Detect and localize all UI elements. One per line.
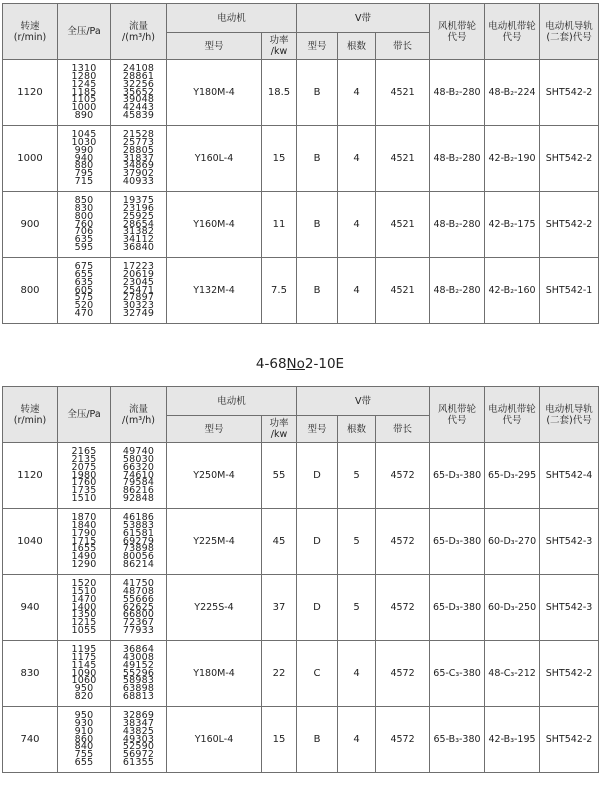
power-cell: 22 <box>262 641 297 707</box>
flow-cell: 36864 43008 49152 55296 58983 63898 68813 <box>111 641 167 707</box>
motor-model-cell: Y225S-4 <box>167 575 262 641</box>
flow-cell: 21528 25773 28805 31837 34869 37902 40933 <box>111 126 167 192</box>
belt-model-cell: B <box>297 707 338 773</box>
motor-model-cell: Y250M-4 <box>167 443 262 509</box>
pressure-cell: 950 930 910 860 840 755 655 <box>58 707 111 773</box>
motor-rail-cell: SHT542-3 <box>540 575 599 641</box>
header-vbelt: V带 <box>297 4 430 33</box>
motor-model-cell: Y160L-4 <box>167 707 262 773</box>
motor-rail-cell: SHT542-2 <box>540 641 599 707</box>
header-motor-rail: 电动机导轨 (二套)代号 <box>540 387 599 443</box>
belt-model-cell: B <box>297 60 338 126</box>
belt-model-cell: C <box>297 641 338 707</box>
table-row <box>3 192 599 258</box>
motor-rail-cell: SHT542-1 <box>540 258 599 324</box>
table-row <box>3 641 599 707</box>
flow-cell: 24108 28861 32256 35652 39048 42443 45839 <box>111 60 167 126</box>
belt-count-cell: 4 <box>338 126 376 192</box>
motor-rail-cell: SHT542-2 <box>540 60 599 126</box>
table-row <box>3 575 599 641</box>
fan-pulley-cell: 65-D₃-380 <box>430 575 485 641</box>
motor-model-cell: Y132M-4 <box>167 258 262 324</box>
motor-pulley-cell: 42-B₂-160 <box>485 258 540 324</box>
flow-cell: 41750 48708 55666 62625 66800 72367 77933 <box>111 575 167 641</box>
pressure-cell: 850 830 800 760 706 635 595 <box>58 192 111 258</box>
header-belt-count: 根数 <box>338 416 376 443</box>
motor-pulley-cell: 42-B₃-195 <box>485 707 540 773</box>
belt-length-cell: 4521 <box>376 258 430 324</box>
pressure-cell: 1870 1840 1790 1715 1655 1490 1290 <box>58 509 111 575</box>
header-power: 功率 /kw <box>262 33 297 60</box>
power-cell: 15 <box>262 707 297 773</box>
table-1-body <box>3 60 599 324</box>
caption-prefix: 4-68 <box>255 356 287 372</box>
header-motor-model: 型号 <box>167 416 262 443</box>
speed-cell: 1120 <box>3 443 58 509</box>
speed-cell: 900 <box>3 192 58 258</box>
fan-pulley-cell: 48-B₂-280 <box>430 258 485 324</box>
fan-pulley-cell: 65-D₃-380 <box>430 509 485 575</box>
header-speed: 转速 (r/min) <box>3 4 58 60</box>
flow-cell: 46186 53883 61581 69279 73898 80056 86214 <box>111 509 167 575</box>
motor-model-cell: Y225M-4 <box>167 509 262 575</box>
motor-rail-cell: SHT542-4 <box>540 443 599 509</box>
table-row <box>3 126 599 192</box>
fan-spec-table-2 <box>2 386 599 773</box>
header-pressure: 全压/Pa <box>58 4 111 60</box>
motor-pulley-cell: 48-B₂-224 <box>485 60 540 126</box>
fan-pulley-cell: 48-B₂-280 <box>430 126 485 192</box>
motor-model-cell: Y160M-4 <box>167 192 262 258</box>
speed-cell: 800 <box>3 258 58 324</box>
power-cell: 15 <box>262 126 297 192</box>
speed-cell: 740 <box>3 707 58 773</box>
header-motor-pulley: 电动机带轮 代号 <box>485 387 540 443</box>
header-flow: 流量 /(m³/h) <box>111 387 167 443</box>
table-2-body <box>3 443 599 773</box>
header-motor-rail: 电动机导轨 (二套)代号 <box>540 4 599 60</box>
header-belt-length: 带长 <box>376 416 430 443</box>
table-row <box>3 509 599 575</box>
motor-pulley-cell: 60-D₃-270 <box>485 509 540 575</box>
caption-suffix: 2-10E <box>304 356 345 372</box>
motor-pulley-cell: 60-D₃-250 <box>485 575 540 641</box>
motor-rail-cell: SHT542-2 <box>540 126 599 192</box>
fan-pulley-cell: 48-B₂-280 <box>430 192 485 258</box>
belt-model-cell: B <box>297 258 338 324</box>
speed-cell: 1000 <box>3 126 58 192</box>
header-fan-pulley: 风机带轮 代号 <box>430 4 485 60</box>
motor-pulley-cell: 42-B₂-190 <box>485 126 540 192</box>
motor-rail-cell: SHT542-2 <box>540 707 599 773</box>
motor-pulley-cell: 65-D₃-295 <box>485 443 540 509</box>
motor-rail-cell: SHT542-2 <box>540 192 599 258</box>
header-vbelt: V带 <box>297 387 430 416</box>
motor-pulley-cell: 42-B₂-175 <box>485 192 540 258</box>
power-cell: 7.5 <box>262 258 297 324</box>
power-cell: 18.5 <box>262 60 297 126</box>
header-motor-model: 型号 <box>167 33 262 60</box>
table-row <box>3 258 599 324</box>
pressure-cell: 2165 2135 2075 1980 1760 1735 1510 <box>58 443 111 509</box>
fan-pulley-cell: 65-D₃-380 <box>430 443 485 509</box>
fan-pulley-cell: 48-B₂-280 <box>430 60 485 126</box>
belt-length-cell: 4521 <box>376 60 430 126</box>
belt-model-cell: B <box>297 192 338 258</box>
belt-model-cell: D <box>297 509 338 575</box>
power-cell: 55 <box>262 443 297 509</box>
header-power: 功率 /kw <box>262 416 297 443</box>
header-belt-length: 带长 <box>376 33 430 60</box>
motor-rail-cell: SHT542-3 <box>540 509 599 575</box>
flow-cell: 19375 23196 25925 28654 31382 34112 36840 <box>111 192 167 258</box>
header-fan-pulley: 风机带轮 代号 <box>430 387 485 443</box>
fan-spec-table-1 <box>2 3 599 324</box>
power-cell: 11 <box>262 192 297 258</box>
power-cell: 45 <box>262 509 297 575</box>
motor-model-cell: Y180M-4 <box>167 641 262 707</box>
speed-cell: 830 <box>3 641 58 707</box>
header-belt-count: 根数 <box>338 33 376 60</box>
belt-count-cell: 5 <box>338 443 376 509</box>
header-belt-model: 型号 <box>297 33 338 60</box>
fan-pulley-cell: 65-B₃-380 <box>430 707 485 773</box>
motor-pulley-cell: 48-C₃-212 <box>485 641 540 707</box>
belt-length-cell: 4572 <box>376 707 430 773</box>
table-2-caption <box>0 356 600 372</box>
belt-length-cell: 4572 <box>376 641 430 707</box>
flow-cell: 17223 20619 23045 25471 27897 30323 32749 <box>111 258 167 324</box>
belt-count-cell: 5 <box>338 509 376 575</box>
pressure-cell: 1195 1175 1145 1090 1060 950 820 <box>58 641 111 707</box>
power-cell: 37 <box>262 575 297 641</box>
motor-model-cell: Y160L-4 <box>167 126 262 192</box>
header-belt-model: 型号 <box>297 416 338 443</box>
table-row <box>3 707 599 773</box>
header-motor-pulley: 电动机带轮 代号 <box>485 4 540 60</box>
motor-model-cell: Y180M-4 <box>167 60 262 126</box>
header-flow: 流量 /(m³/h) <box>111 4 167 60</box>
belt-count-cell: 4 <box>338 707 376 773</box>
belt-count-cell: 5 <box>338 575 376 641</box>
belt-count-cell: 4 <box>338 258 376 324</box>
belt-length-cell: 4521 <box>376 192 430 258</box>
table-row <box>3 443 599 509</box>
belt-count-cell: 4 <box>338 641 376 707</box>
pressure-cell: 1310 1280 1245 1185 1105 1000 890 <box>58 60 111 126</box>
speed-cell: 1040 <box>3 509 58 575</box>
belt-length-cell: 4521 <box>376 126 430 192</box>
fan-pulley-cell: 65-C₃-380 <box>430 641 485 707</box>
header-motor: 电动机 <box>167 387 297 416</box>
caption-no: No <box>286 356 305 372</box>
pressure-cell: 1045 1030 990 940 880 795 715 <box>58 126 111 192</box>
pressure-cell: 675 655 635 605 575 520 470 <box>58 258 111 324</box>
belt-model-cell: B <box>297 126 338 192</box>
belt-model-cell: D <box>297 443 338 509</box>
pressure-cell: 1520 1510 1470 1400 1350 1215 1055 <box>58 575 111 641</box>
belt-length-cell: 4572 <box>376 443 430 509</box>
belt-length-cell: 4572 <box>376 509 430 575</box>
belt-count-cell: 4 <box>338 60 376 126</box>
belt-count-cell: 4 <box>338 192 376 258</box>
speed-cell: 940 <box>3 575 58 641</box>
belt-model-cell: D <box>297 575 338 641</box>
flow-cell: 49740 58030 66320 74610 79584 86216 92848 <box>111 443 167 509</box>
flow-cell: 32869 38347 43825 49303 52590 56972 61355 <box>111 707 167 773</box>
table-row <box>3 60 599 126</box>
speed-cell: 1120 <box>3 60 58 126</box>
header-motor: 电动机 <box>167 4 297 33</box>
belt-length-cell: 4572 <box>376 575 430 641</box>
header-pressure: 全压/Pa <box>58 387 111 443</box>
header-speed: 转速 (r/min) <box>3 387 58 443</box>
